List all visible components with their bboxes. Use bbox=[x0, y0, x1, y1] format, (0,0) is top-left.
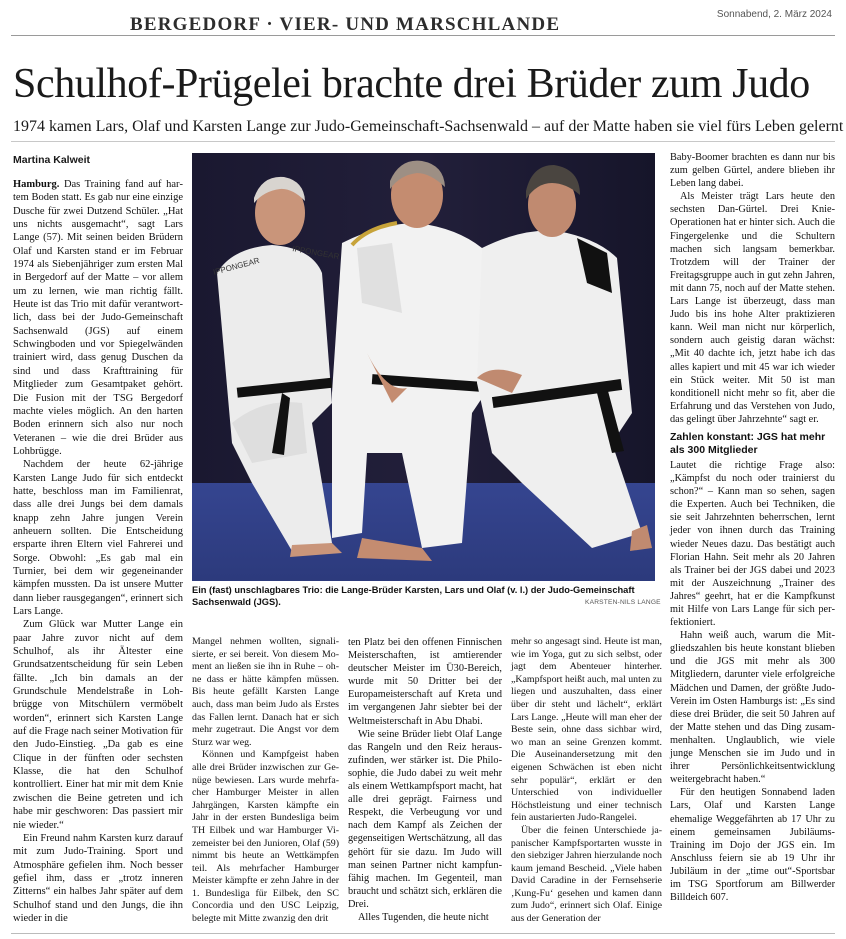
paragraph-text: Das Training fand auf hartem Boden statt. Es gab nur eine einzige Dusche für zwei Dutzend Schüler. „Hat uns nichts ausgemacht“, sagt Lars Lange (57). Mit seinen beiden Brüdern Olaf und Karsten stand er im Februar 1974 als Siebenjähriger zum ersten Mal in Bergedorf auf der Matte – vor allem um zu lernen, wie man richtig fällt. Heute ist das Trio mit dafür verantwortlich, dass bei der Judo-Gemeinschaft Sachsenwald (JGS) auf einem Schwingboden und vor Spiegelwänden trainiert wird, dass genug Duschen da sind und dass Krafttraining für Mitglieder zum Gesamtpaket gehört. Die Fusion mit der TSG Bergedorf machte vieles möglich. An den harten Boden erinnern sich also nur noch Veteranen – wie die drei Brüder aus Lohbrügge. bbox=[13, 179, 183, 457]
article-column-5 bbox=[670, 151, 835, 904]
article-photo bbox=[192, 153, 655, 581]
paragraph: Baby-Boomer brachten es dann nur bis zum gelben Gürtel, andere blieben ihr Leben lang dabei. bbox=[670, 152, 835, 190]
paragraph: ten Platz bei den offenen Finnischen Meisterschaften, ist amtierender deutscher Meister im Ü30-Bereich, wurde mit 50 Dritter bei der Europameisterschaft auf Kreta und im vergangenen Jahr siebter bei der Weltmeisterschaft in Abu Dhabi. bbox=[348, 637, 502, 727]
subheadline: 1974 kamen Lars, Olaf und Karsten Lange zur Judo-Gemeinschaft-Sachsenwald – auf der Matte haben sie viel fürs Leben gelernt bbox=[13, 118, 844, 135]
paragraph: Über die feinen Unterschiede japanischer Kampfsportarten wusste in den siebziger Jahren hierzulande noch kaum jemand Bescheid. „Viele haben David Caradine in der Fernsehserie ‚Kung-Fu‘ gesehen und kamen dann zum Judo“, erinnert sich Olaf. Einige aus der Generation der bbox=[511, 824, 662, 925]
page-bottom-rule bbox=[11, 933, 835, 934]
paragraph: Als Meister trägt Lars heute den sechsten Dan-Gürtel. Drei Knie-Operationen hat er hinter sich. Auch die Fingergelenke und die Schultern machen sich langsam bemerkbar. Trotzdem will der Trainer der Freitagsgruppe auch in gut zehn Jahren, mit dann 75, noch auf der Matte stehen. Lars Lange ist überzeugt, dass man Judo bis ins hohe Alter praktizieren kann. Weil man nicht nur körperlich, sondern auch geistig daran wächst: „Mit 40 dachte ich, jetzt habe ich das alles kapiert und mit 45 war ich wieder ein Stück weiter. Mit 50 ist man konditionell nicht mehr so fit, aber die Erfahrung und das Verstehen von Judo, das gelingt über Jahrzehnte“ sagt er. bbox=[670, 191, 835, 425]
paragraph: Lautet die richtige Frage also: „Kämpfst du noch oder trainierst du schon?“ – Kann man so sehen, sagen die Experten. Auch bei Techniken, die sie seit Jahrzehnten beherrschen, lernt jeder von ihnen durch das Training wieder Neues dazu. Das bestätigt auch Florian Hahn. Seit mehr als 20 Jahren als Trainer bei der JGS dabei und 2023 mit der Auszeichnung „Trainer des Jahres“ geehrt, hat er die Kampfkunst mit Hilfe von Lars Lange für sich perfektioniert. bbox=[670, 459, 835, 629]
photo-credit: KARSTEN-NILS LANGE bbox=[585, 599, 661, 606]
paragraph: Können und Kampfgeist haben alle drei Brüder inzwischen zur Genüge bewiesen. Lars wurde mehrfacher Hamburger Meister in allen Jahrgängen, Karsten kämpfte ein Jahr in der ersten Bundesliga beim TH Eilbek und war Hamburger Vizemeister bei den Junioren, Olaf (59) nimmt bis heute an Wettkämpfen teil. Als mehrfacher Hamburger Meister kämpfte er zehn Jahre in der 1. Bundesliga für Eilbek, den SC Concordia und den USC Leipzig, belegte mit Mitte zwanzig den drit bbox=[192, 749, 339, 925]
headline: Schulhof-Prügelei brachte drei Brüder zum Judo bbox=[13, 61, 810, 107]
paragraph: Ein Freund nahm Karsten kurz darauf mit zum Judo-Training. Sport und Atmosphäre gefielen ihm. Noch besser gefiel ihm, dass er „trotz inneren Zitterns“ ein halbes Jahr später auf dem Schulhof stand und den Jungs, die ihn wieder in die bbox=[13, 832, 183, 924]
paragraph: mehr so angesagt sind. Heute ist man, wie im Yoga, gut zu sich selbst, oder jagt dem Abenteuer hinterher. „Kampfsport heißt auch, mal unten zu liegen und auszuhalten, dass einer über dir steht und lächelt“, erklärt Lars Lange. „Heute will man eher der Beste sein, ohne dass sichbar wird, wo man an seine Grenzen kommt. Die Auseinandersetzung mit den eigenen Schwächen ist eben nicht sehr populär“, erklärt er den Unterschied von individueller Höchstleistung und einer technisch fein austarierten Judo-Rangelei. bbox=[511, 636, 662, 824]
paragraph: Hahn weiß auch, warum die Mitgliedszahlen bis heute konstant blieben und die JGS mit mehr als 300 Mitgliedern, darunter viele erfolgreiche Mädchen und Damen, der größte Judo-Verein im Osten Hamburgs ist: „Es sind diese drei Brüder, die seit 50 Jahren auf der Matte stehen und das Ding zusammenhalten. Unglaublich, wie viele junge Menschen sie im Judo und in ihrer Persönlichkeitsentwicklung weitergebracht haben.“ bbox=[670, 630, 835, 786]
paragraph: Für den heutigen Sonnabend laden Lars, Olaf und Karsten Lange ehemalige Weggefährten ab 17 Uhr zu einem gemeinsamen Jubiläums-Training im Dojo der JGS ein. Im Anschluss feiern sie ab 19 Uhr ihr Jubiläum in der „time out“-Sportsbar im TSG Sportforum am Billwerder Billdeich 607. bbox=[670, 787, 835, 904]
article-column-4 bbox=[511, 636, 662, 926]
header-date: Sonnabend, 2. März 2024 bbox=[716, 9, 832, 20]
author-byline: Martina Kalweit bbox=[13, 154, 91, 166]
gi-label: IPPONGEAR bbox=[291, 244, 341, 262]
article-column-3 bbox=[348, 636, 502, 924]
dateline: Hamburg. bbox=[13, 179, 60, 190]
paragraph: Mangel nehmen wollten, signalisierte, er sei bereit. Von diesem Moment an ließen sie ihn in Ruhe – ohne dass er hätte kämpfen müssen. Bis heute gefällt Karsten Lange auch, dass man beim Judo als Erstes das Fallen lernt. Danach hat er sich mehr zugetraut. Die Angst vor dem Sturz war weg. bbox=[192, 636, 339, 748]
paragraph: Alles Tugenden, die heute nicht bbox=[358, 911, 489, 923]
paragraph: Zum Glück war Mutter Lange ein paar Jahre zuvor nicht auf dem Schulhof, als ihr Ältester eine Grundsatzentscheidung für sein Leben fällte. „Ich bin damals an der Grundschule Mendelstraße in Lohbrügge von Mitschülern vermöbelt worden“, erinnert sich Karsten Lange auf die Frage nach seiner Motivation für den Judo-Einstieg. „Da gab es eine Clique in der fünften oder sechsten Klasse, die hat den Schulhof kontrolliert. Einer hat mir mit dem Knie zwischen die Beine getreten und ich habe mir geschworen: Das passiert mir nie wieder.“ bbox=[13, 619, 183, 831]
article-column-1 bbox=[13, 178, 183, 925]
header-section-label: BERGEDORF · VIER- UND MARSCHLANDE bbox=[130, 14, 561, 35]
gi-label: IPPONGEAR bbox=[212, 255, 261, 277]
article-column-2 bbox=[192, 636, 339, 926]
photo-caption: Ein (fast) unschlagbares Trio: die Lange-Brüder Karsten, Lars und Olaf (v. l.) der Judo-Gemeinschaft Sachsenwald (JGS). bbox=[192, 585, 635, 607]
header-rule bbox=[11, 35, 835, 36]
section-subheading: Zahlen konstant: JGS hat mehr als 300 Mitglieder bbox=[670, 430, 826, 457]
paragraph: Wie seine Brüder liebt Olaf Lange das Rangeln und den Reiz herauszufinden, wer stärker ist. Die Philosophie, die Judo dabei zu weit mehr als einem Wettkampfsport macht, hat alle drei geprägt. Fairness und Respekt, die Verbeugung vor und nach dem Kampf als Zeichen der gegenseitigen Wertschätzung, all das gehört für sie dazu. Im Judo will man seinen Partner nicht kampfunfähig machen. Im Gegenteil, man braucht und schätzt sich, erklären die Drei. bbox=[348, 728, 502, 910]
paragraph bbox=[13, 178, 183, 458]
paragraph: Nachdem der heute 62-jährige Karsten Lange Judo für sich entdeckt hatte, beschloss man im Familienrat, dass alle drei Jungs bei dem damals knapp zehn Jahre jungen Verein anheuern sollten. Die Entscheidung ersparte ihren Eltern viel Fahrerei und Sorge. Obwohl: „Es gab mal ein Turnier, bei dem wir gegeneinander kämpfen mussten. Da ist unsere Mutter dann lieber rausgegangen“, erinnert sich Lars Lange. bbox=[13, 459, 183, 617]
subheadline-rule bbox=[11, 141, 835, 142]
photo-illustration bbox=[192, 153, 655, 581]
